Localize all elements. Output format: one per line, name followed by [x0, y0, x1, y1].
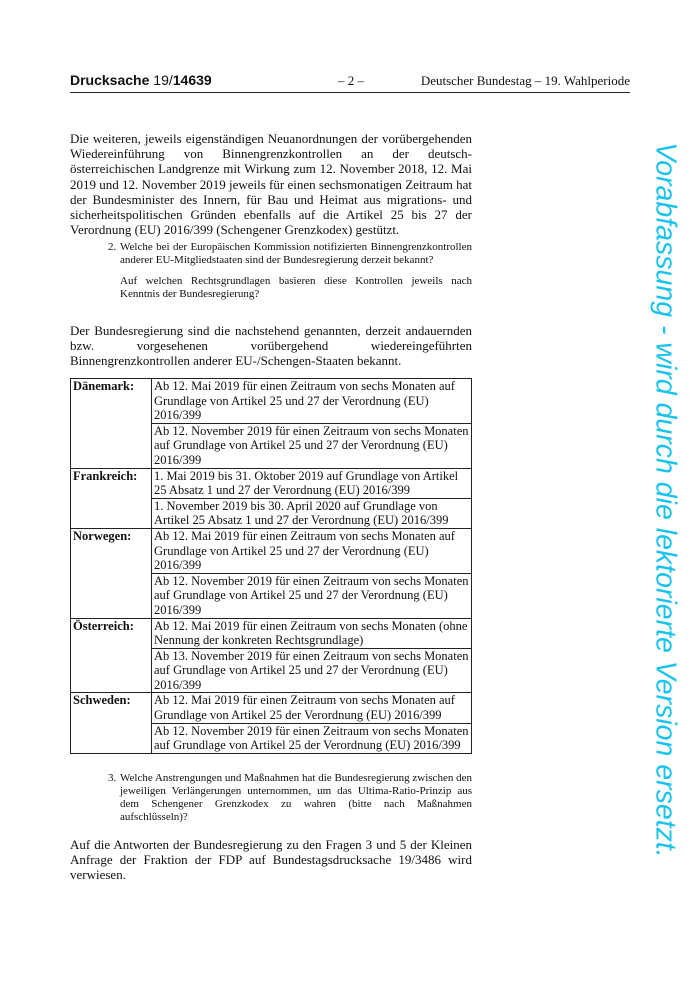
entry-cell: Ab 12. Mai 2019 für einen Zeitraum von sechs Monaten auf Grundlage von Artikel 25 der Verordnung (EU) 2016/399	[152, 693, 472, 723]
question-2	[108, 241, 472, 301]
answer-paragraph-3: Auf die Antworten der Bundesregierung zu den Fragen 3 und 5 der Kleinen Anfrage der Fraktion der FDP auf Bundestagsdrucksache 19/3486 wird verwiesen.	[70, 837, 472, 883]
page-number: – 2 –	[338, 73, 364, 88]
intro-paragraph: Die weiteren, jeweils eigenständigen Neuanordnungen der vorübergehenden Wiedereinführung von Binnengrenzkontrollen an der deutsch-österreichischen Landgrenze mit Wirkung zum 12. November 2018, 12. Mai 2019 und 12. November 2019 jeweils für einen sechsmonatigen Zeitraum hat der Bundesminister des Innern, für Bau und Heimat aus migrations- und sicherheitspolitischen Gründen ebenfalls auf die Artikel 25 bis 27 der Verordnung (EU) 2016/399 (Schengener Grenzkodex) gestützt.	[70, 131, 472, 238]
entry-cell: Ab 12. November 2019 für einen Zeitraum von sechs Monaten auf Grundlage von Artikel 25 der Verordnung (EU) 2016/399	[152, 723, 472, 753]
table-row	[71, 528, 472, 573]
answer-paragraph: Der Bundesregierung sind die nachstehend genannten, derzeit andauernden bzw. vorgesehenen vorübergehend wiedereingeführten Binnengrenzkontrollen anderer EU-/Schengen-Staaten bekannt.	[70, 323, 472, 369]
question-text: Welche bei der Europäischen Kommission notifizierten Binnengrenzkontrollen anderer EU-Mitgliedstaaten sind der Bundesregierung derzeit bekannt?	[120, 241, 472, 266]
country-cell: Frankreich:	[71, 468, 152, 528]
question-text: Welche Anstrengungen und Maßnahmen hat die Bundesregierung zwischen den jeweiligen Verlängerungen unternommen, um das Ultima-Ratio-Prinzip aus dem Schengener Grenzkodex zu wahren (bitte nach Maßnahmen aufschlüsseln)?	[120, 772, 472, 823]
border-control-table	[70, 378, 472, 754]
question-followup: Auf welchen Rechtsgrundlagen basieren diese Kontrollen jeweils nach Kenntnis der Bundesregierung?	[120, 275, 472, 300]
entry-cell: Ab 12. Mai 2019 für einen Zeitraum von sechs Monaten auf Grundlage von Artikel 25 und 27 der Verordnung (EU) 2016/399	[152, 528, 472, 573]
entry-cell: Ab 12. Mai 2019 für einen Zeitraum von sechs Monaten (ohne Nennung der konkreten Rechtsgrundlage)	[152, 618, 472, 648]
page-header	[70, 70, 630, 93]
entry-cell: 1. Mai 2019 bis 31. Oktober 2019 auf Grundlage von Artikel 25 Absatz 1 und 27 der Verordnung (EU) 2016/399	[152, 468, 472, 498]
country-cell: Norwegen:	[71, 528, 152, 618]
question-number: 3.	[108, 772, 117, 784]
doc-number-bold: 14639	[172, 72, 212, 88]
doc-label: Drucksache	[70, 72, 150, 88]
table-row	[71, 693, 472, 723]
watermark-text: Vorabfassung - wird durch die lektorierte Version ersetzt.	[649, 142, 682, 858]
watermark	[643, 110, 687, 890]
doc-number-prefix: 19/	[153, 72, 173, 88]
country-cell: Schweden:	[71, 693, 152, 753]
table-row	[71, 468, 472, 498]
question-number: 2.	[108, 241, 117, 253]
country-cell: Österreich:	[71, 618, 152, 693]
document-number	[70, 72, 212, 88]
country-cell: Dänemark:	[71, 379, 152, 469]
table-row	[71, 618, 472, 648]
table-row	[71, 379, 472, 424]
entry-cell: Ab 12. Mai 2019 für einen Zeitraum von sechs Monaten auf Grundlage von Artikel 25 und 27 der Verordnung (EU) 2016/399	[152, 379, 472, 424]
entry-cell: Ab 13. November 2019 für einen Zeitraum von sechs Monaten auf Grundlage von Artikel 25 und 27 der Verordnung (EU) 2016/399	[152, 648, 472, 693]
institution-label: Deutscher Bundestag – 19. Wahlperiode	[420, 73, 630, 88]
entry-cell: Ab 12. November 2019 für einen Zeitraum von sechs Monaten auf Grundlage von Artikel 25 und 27 der Verordnung (EU) 2016/399	[152, 423, 472, 468]
question-3	[108, 772, 472, 824]
entry-cell: Ab 12. November 2019 für einen Zeitraum von sechs Monaten auf Grundlage von Artikel 25 und 27 der Verordnung (EU) 2016/399	[152, 573, 472, 618]
entry-cell: 1. November 2019 bis 30. April 2020 auf Grundlage von Artikel 25 Absatz 1 und 27 der Verordnung (EU) 2016/399	[152, 498, 472, 528]
